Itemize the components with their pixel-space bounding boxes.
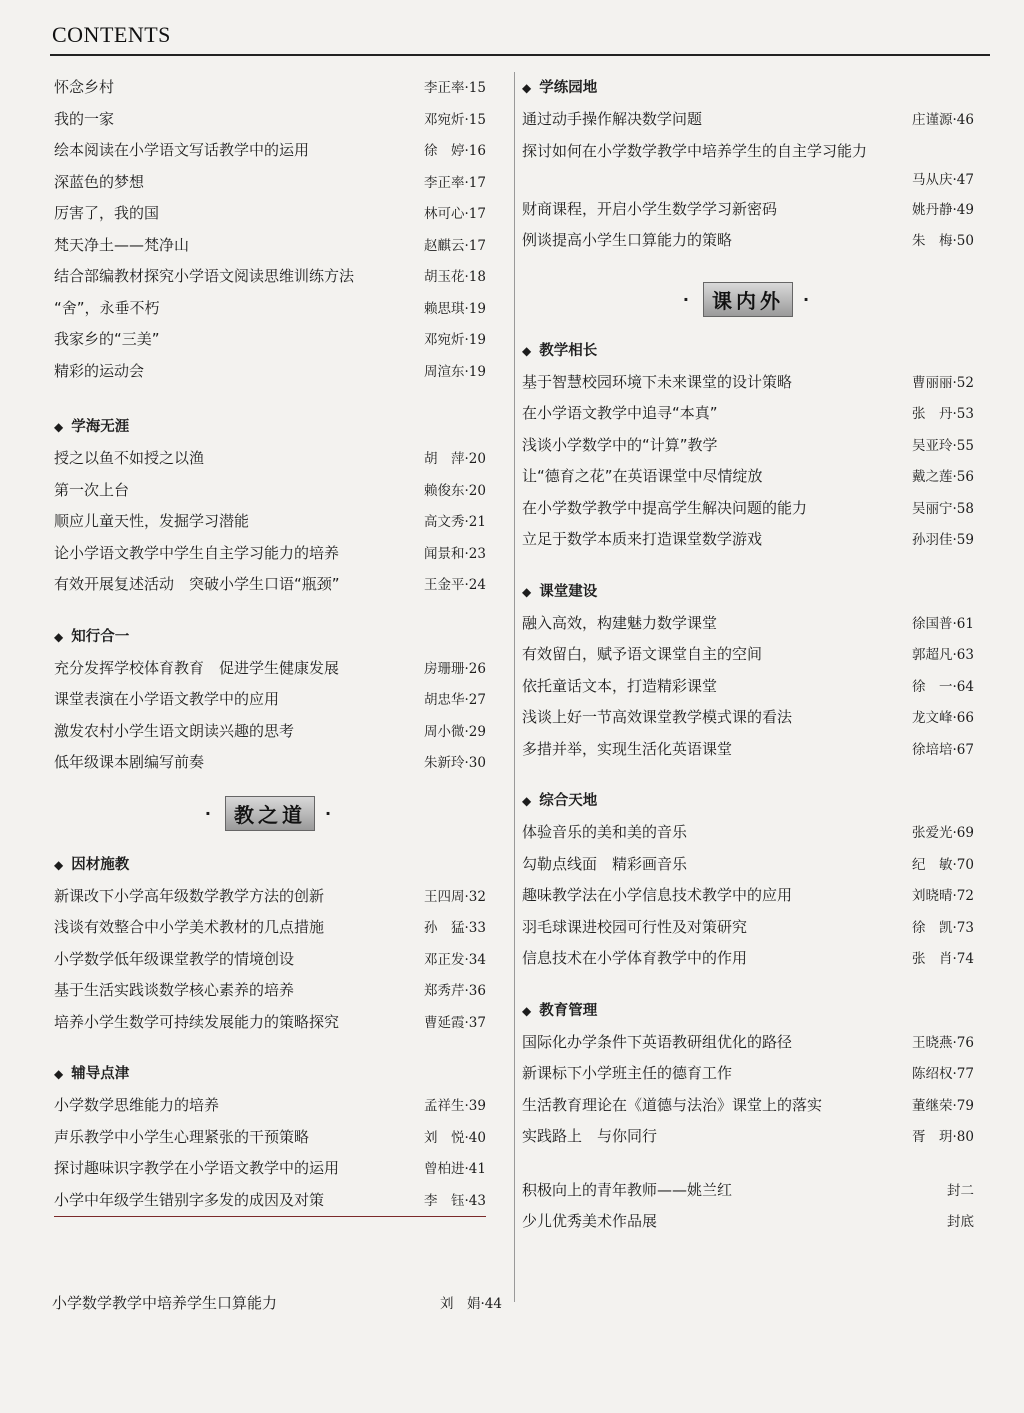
toc-entry-title: 小学数学教学中培养学生口算能力 xyxy=(52,1294,278,1312)
left-footer-entry xyxy=(52,1288,502,1320)
toc-entry-author: 孟祥生·39 xyxy=(424,1098,486,1114)
toc-entry-title: 探讨如何在小学数学教学中培养学生的自主学习能力 xyxy=(522,141,868,160)
toc-entry-title: 第一次上台 xyxy=(54,480,130,499)
toc-entry-title: “舍”，永垂不朽 xyxy=(54,298,160,317)
column-divider xyxy=(514,72,515,1302)
toc-entry-author: 曹丽丽·52 xyxy=(912,374,974,391)
section-heading xyxy=(54,1058,486,1090)
toc-entry[interactable] xyxy=(522,880,974,912)
toc-section xyxy=(522,995,974,1153)
section-heading xyxy=(54,621,486,653)
toc-entry-author: 赵麒云·17 xyxy=(424,237,486,254)
banner-dot: · xyxy=(325,804,336,823)
toc-entry-title: 立足于数学本质来打造课堂数学游戏 xyxy=(522,530,763,548)
toc-entry[interactable] xyxy=(54,975,486,1007)
toc-entry-author: 马从庆·47 xyxy=(912,172,974,188)
toc-entry[interactable] xyxy=(522,1175,974,1207)
toc-entry-author: 吴丽宁·58 xyxy=(912,500,974,517)
toc-entry[interactable] xyxy=(522,1058,974,1090)
banner-dot: · xyxy=(682,290,693,309)
toc-entry-author: 邓宛炘·19 xyxy=(424,332,486,348)
toc-section xyxy=(522,335,974,556)
header-rule xyxy=(50,54,990,56)
section-heading xyxy=(522,995,974,1027)
toc-entry[interactable] xyxy=(522,639,974,671)
toc-entry[interactable] xyxy=(54,1153,486,1185)
banner-keneiwai xyxy=(522,265,974,335)
toc-entry-author: 张 肖·74 xyxy=(912,951,974,967)
toc-entry-author: 姚丹静·49 xyxy=(912,201,974,218)
toc-entry-author: 郑秀芹·36 xyxy=(424,983,486,999)
toc-entry-author: 王四周·32 xyxy=(424,888,486,905)
diamond-bullet-icon: ◆ xyxy=(522,794,532,808)
diamond-bullet-icon: ◆ xyxy=(522,1003,532,1018)
left-column xyxy=(54,72,486,1217)
toc-entry-author: 李正率·17 xyxy=(424,174,486,191)
toc-entry-author: 赖思琪·19 xyxy=(424,300,486,317)
toc-entry[interactable] xyxy=(52,1288,502,1320)
toc-entry-title: 基于智慧校园环境下未来课堂的设计策略 xyxy=(522,372,793,391)
toc-entry[interactable] xyxy=(54,716,486,748)
toc-entry[interactable] xyxy=(54,475,486,507)
diamond-bullet-icon: ◆ xyxy=(54,629,64,644)
toc-entry-title: 通过动手操作解决数学问题 xyxy=(522,110,703,128)
toc-entry-title: 信息技术在小学体育教学中的作用 xyxy=(522,949,748,967)
diamond-bullet-icon: ◆ xyxy=(522,81,532,95)
toc-entry-title: 依托童话文本，打造精彩课堂 xyxy=(522,676,718,695)
toc-entry-title: 少儿优秀美术作品展 xyxy=(522,1212,658,1230)
toc-entry-author: 封二 xyxy=(947,1182,974,1199)
toc-entry-author: 张 丹·53 xyxy=(912,406,974,422)
toc-entry[interactable] xyxy=(54,293,486,325)
toc-entry-author: 封底 xyxy=(947,1214,974,1230)
toc-entry[interactable] xyxy=(54,104,486,136)
toc-entry[interactable] xyxy=(522,1027,974,1059)
toc-entry-author: 王金平·24 xyxy=(424,577,486,593)
toc-entry[interactable] xyxy=(522,1206,974,1238)
toc-entry-author: 高文秀·21 xyxy=(424,514,486,530)
toc-section xyxy=(522,785,974,975)
toc-entry-title: 小学数学低年级课堂教学的情境创设 xyxy=(54,949,295,968)
toc-entry-author: 李正率·15 xyxy=(424,80,486,96)
toc-section xyxy=(522,72,974,257)
toc-entry[interactable] xyxy=(54,167,486,199)
toc-entry-author: 陈绍权·77 xyxy=(912,1066,974,1082)
toc-entry-author: 孙羽佳·59 xyxy=(912,532,974,548)
toc-entry-author: 胡 萍·20 xyxy=(424,451,486,467)
toc-entry[interactable] xyxy=(54,1090,486,1122)
toc-entry[interactable] xyxy=(54,569,486,601)
toc-entry-title: 绘本阅读在小学语文写话教学中的运用 xyxy=(54,141,310,159)
toc-entry[interactable] xyxy=(522,1121,974,1153)
left-sections-2 xyxy=(54,849,486,1218)
toc-entry-author: 朱新玲·30 xyxy=(424,755,486,771)
toc-entry-title: 有效留白，赋予语文课堂自主的空间 xyxy=(522,645,763,663)
toc-entry-title: 精彩的运动会 xyxy=(54,361,145,380)
toc-entry-title: 积极向上的青年教师——姚兰红 xyxy=(522,1180,733,1199)
toc-entry-title: 基于生活实践谈数学核心素养的培养 xyxy=(54,981,295,999)
toc-entry[interactable] xyxy=(54,198,486,230)
toc-entry[interactable] xyxy=(54,944,486,976)
banner-dot: · xyxy=(803,290,814,309)
toc-entry[interactable] xyxy=(522,943,974,975)
toc-entry-author: 龙文峰·66 xyxy=(912,710,974,726)
toc-entry[interactable] xyxy=(522,608,974,640)
toc-entry[interactable] xyxy=(522,493,974,525)
toc-entry[interactable] xyxy=(522,671,974,703)
toc-entry-author: 胡忠华·27 xyxy=(424,692,486,708)
page-title: CONTENTS xyxy=(52,22,171,47)
toc-entry-author: 邓宛炘·15 xyxy=(424,111,486,128)
toc-entry[interactable] xyxy=(54,261,486,293)
section-heading-text: 辅导点津 xyxy=(71,1066,130,1082)
toc-entry-author: 周渲东·19 xyxy=(424,363,486,380)
toc-section xyxy=(54,621,486,779)
toc-entry-author: 郭超凡·63 xyxy=(912,647,974,663)
toc-entry-title: 怀念乡村 xyxy=(54,78,115,96)
toc-entry-title: 浅谈小学数学中的“计算”教学 xyxy=(522,435,718,454)
toc-entry-title: 趣味教学法在小学信息技术教学中的应用 xyxy=(522,886,793,904)
toc-entry-title: 厉害了，我的国 xyxy=(54,204,160,222)
left-sections xyxy=(54,411,486,779)
toc-entry-author: 曹延霞·37 xyxy=(424,1014,486,1031)
toc-entry-title: 新课标下小学班主任的德育工作 xyxy=(522,1064,733,1082)
left-top-entries xyxy=(54,72,486,387)
toc-entry-author: 纪 敏·70 xyxy=(912,856,974,873)
toc-entry[interactable] xyxy=(522,702,974,734)
toc-entry-title: 探讨趣味识字教学在小学语文教学中的运用 xyxy=(54,1159,340,1177)
section-heading-text: 综合天地 xyxy=(539,793,598,809)
section-heading-text: 学海无涯 xyxy=(71,419,130,435)
right-sections xyxy=(522,72,974,257)
section-heading-text: 教学相长 xyxy=(539,342,598,359)
toc-entry-author: 赖俊东·20 xyxy=(424,482,486,499)
toc-entry[interactable] xyxy=(54,538,486,570)
toc-entry[interactable] xyxy=(54,912,486,944)
toc-entry-title: 我家乡的“三美” xyxy=(54,330,160,348)
toc-entry-author: 徐 一·64 xyxy=(912,678,974,695)
toc-entry-title: 小学数学思维能力的培养 xyxy=(54,1096,220,1114)
section-heading xyxy=(54,849,486,881)
toc-entry-title: 充分发挥学校体育教育 促进学生健康发展 xyxy=(54,658,340,677)
toc-entry[interactable] xyxy=(54,506,486,538)
toc-entry-author: 林可心·17 xyxy=(424,206,486,222)
toc-entry-author: 张爱光·69 xyxy=(912,825,974,841)
cover-entries xyxy=(522,1175,974,1238)
toc-entry-title: 生活教育理论在《道德与法治》课堂上的落实 xyxy=(522,1095,823,1114)
toc-entry-author: 曾柏进·41 xyxy=(424,1161,486,1177)
toc-entry[interactable] xyxy=(54,747,486,779)
toc-entry-author: 刘晓晴·72 xyxy=(912,888,974,904)
toc-entry-title: 深蓝色的梦想 xyxy=(54,172,145,191)
toc-entry[interactable] xyxy=(522,136,974,194)
diamond-bullet-icon: ◆ xyxy=(54,420,64,434)
toc-entry-author: 朱 梅·50 xyxy=(912,233,974,249)
toc-entry[interactable] xyxy=(522,430,974,462)
banner-label: 课内外 xyxy=(703,282,793,317)
toc-entry-title: 培养小学生数学可持续发展能力的策略探究 xyxy=(54,1012,340,1031)
toc-entry-title: 激发农村小学生语文朗读兴趣的思考 xyxy=(54,721,295,740)
toc-entry[interactable] xyxy=(522,912,974,944)
toc-entry-title: 顺应儿童天性，发掘学习潜能 xyxy=(54,512,250,530)
toc-entry-title: 在小学数学教学中提高学生解决问题的能力 xyxy=(522,498,808,517)
toc-entry[interactable] xyxy=(522,1090,974,1122)
section-heading-text: 知行合一 xyxy=(71,628,130,645)
toc-entry[interactable] xyxy=(522,194,974,226)
toc-entry[interactable] xyxy=(54,72,486,104)
toc-entry-title: 小学中年级学生错别字多发的成因及对策 xyxy=(54,1190,325,1209)
toc-entry-title: 勾勒点线面 精彩画音乐 xyxy=(522,854,688,873)
toc-entry[interactable] xyxy=(522,849,974,881)
toc-entry[interactable] xyxy=(54,653,486,685)
toc-entry-title: 财商课程，开启小学生数学学习新密码 xyxy=(522,199,778,218)
toc-section xyxy=(54,411,486,601)
toc-entry[interactable] xyxy=(522,104,974,136)
toc-entry-author: 刘 娟·44 xyxy=(440,1296,502,1312)
section-heading-text: 因材施教 xyxy=(71,856,130,873)
toc-entry-author: 邓正发·34 xyxy=(424,951,486,968)
toc-entry[interactable] xyxy=(54,230,486,262)
toc-entry[interactable] xyxy=(54,135,486,167)
toc-entry-title: 实践路上 与你同行 xyxy=(522,1127,658,1145)
toc-entry[interactable] xyxy=(54,1185,486,1218)
toc-entry[interactable] xyxy=(54,1122,486,1154)
toc-entry[interactable] xyxy=(522,817,974,849)
toc-entry-title: 羽毛球课进校园可行性及对策研究 xyxy=(522,917,748,936)
banner-dot: · xyxy=(204,804,215,823)
diamond-bullet-icon: ◆ xyxy=(522,343,532,358)
toc-entry-author: 周小微·29 xyxy=(424,723,486,740)
toc-entry-title: 授之以鱼不如授之以渔 xyxy=(54,449,205,467)
toc-entry-title: 浅谈上好一节高效课堂教学模式课的看法 xyxy=(522,708,793,726)
toc-entry-author: 徐 凯·73 xyxy=(912,919,974,936)
banner-jiaozhidao xyxy=(54,779,486,849)
toc-entry-title: 新课改下小学高年级数学教学方法的创新 xyxy=(54,886,325,905)
diamond-bullet-icon: ◆ xyxy=(522,584,532,599)
toc-entry[interactable] xyxy=(522,225,974,257)
toc-entry-author: 刘 悦·40 xyxy=(424,1129,486,1146)
toc-section xyxy=(54,1058,486,1217)
toc-entry-author: 闻景和·23 xyxy=(424,545,486,562)
section-heading xyxy=(522,72,974,104)
section-heading-text: 学练园地 xyxy=(539,80,598,96)
toc-entry[interactable] xyxy=(522,461,974,493)
toc-entry-title: 低年级课本剧编写前奏 xyxy=(54,753,205,771)
toc-entry-author: 徐国普·61 xyxy=(912,615,974,632)
toc-entry-author: 李 钰·43 xyxy=(424,1192,486,1209)
right-column xyxy=(522,72,974,1238)
banner-label: 教之道 xyxy=(225,796,315,831)
toc-entry[interactable] xyxy=(522,734,974,766)
toc-entry-author: 董继荣·79 xyxy=(912,1097,974,1114)
toc-entry[interactable] xyxy=(54,443,486,475)
section-heading xyxy=(54,411,486,443)
toc-entry[interactable] xyxy=(522,524,974,556)
toc-entry-title: 声乐教学中小学生心理紧张的干预策略 xyxy=(54,1127,310,1146)
toc-entry[interactable] xyxy=(54,1007,486,1039)
toc-section xyxy=(522,576,974,766)
right-sections-2 xyxy=(522,335,974,1153)
toc-entry-title: 多措并举，实现生活化英语课堂 xyxy=(522,739,733,758)
toc-entry[interactable] xyxy=(522,367,974,399)
toc-entry-title: 我的一家 xyxy=(54,109,115,128)
section-heading xyxy=(522,335,974,367)
toc-entry-author: 吴亚玲·55 xyxy=(912,437,974,454)
toc-entry-author: 徐培培·67 xyxy=(912,741,974,758)
toc-entry-author: 孙 猛·33 xyxy=(424,920,486,936)
diamond-bullet-icon: ◆ xyxy=(54,1067,64,1081)
toc-entry-title: 国际化办学条件下英语教研组优化的路径 xyxy=(522,1032,793,1051)
toc-section xyxy=(54,849,486,1039)
toc-entry[interactable] xyxy=(54,684,486,716)
toc-entry-title: 梵天净土——梵净山 xyxy=(54,235,190,254)
toc-entry[interactable] xyxy=(522,398,974,430)
toc-entry-author: 徐 婷·16 xyxy=(424,143,486,159)
toc-entry-author: 胡玉花·18 xyxy=(424,269,486,285)
toc-entry-title: 在小学语文教学中追寻“本真” xyxy=(522,404,718,422)
toc-entry-title: 有效开展复述活动 突破小学生口语“瓶颈” xyxy=(54,575,340,593)
section-heading xyxy=(522,785,974,817)
toc-entry-title: 课堂表演在小学语文教学中的应用 xyxy=(54,690,280,708)
toc-entry-title: 论小学语文教学中学生自主学习能力的培养 xyxy=(54,543,340,562)
section-heading-text: 课堂建设 xyxy=(539,583,598,600)
toc-entry-title: 让“德育之花”在英语课堂中尽情绽放 xyxy=(522,467,763,485)
section-heading xyxy=(522,576,974,608)
toc-entry-title: 例谈提高小学生口算能力的策略 xyxy=(522,231,733,249)
toc-entry[interactable] xyxy=(54,356,486,388)
diamond-bullet-icon: ◆ xyxy=(54,857,64,872)
toc-entry-title: 体验音乐的美和美的音乐 xyxy=(522,823,688,841)
section-heading-text: 教育管理 xyxy=(539,1002,598,1019)
toc-entry-author: 戴之莲·56 xyxy=(912,469,974,485)
toc-entry-author: 王晓燕·76 xyxy=(912,1034,974,1051)
toc-entry-author: 庄谨源·46 xyxy=(912,112,974,128)
toc-entry[interactable] xyxy=(54,324,486,356)
toc-entry-title: 融入高效，构建魅力数学课堂 xyxy=(522,613,718,632)
toc-entry[interactable] xyxy=(54,881,486,913)
toc-entry-author: 房珊珊·26 xyxy=(424,660,486,677)
toc-entry-author: 胥 玥·80 xyxy=(912,1129,974,1145)
toc-entry-title: 浅谈有效整合中小学美术教材的几点措施 xyxy=(54,918,325,936)
toc-entry-title: 结合部编教材探究小学语文阅读思维训练方法 xyxy=(54,267,355,285)
